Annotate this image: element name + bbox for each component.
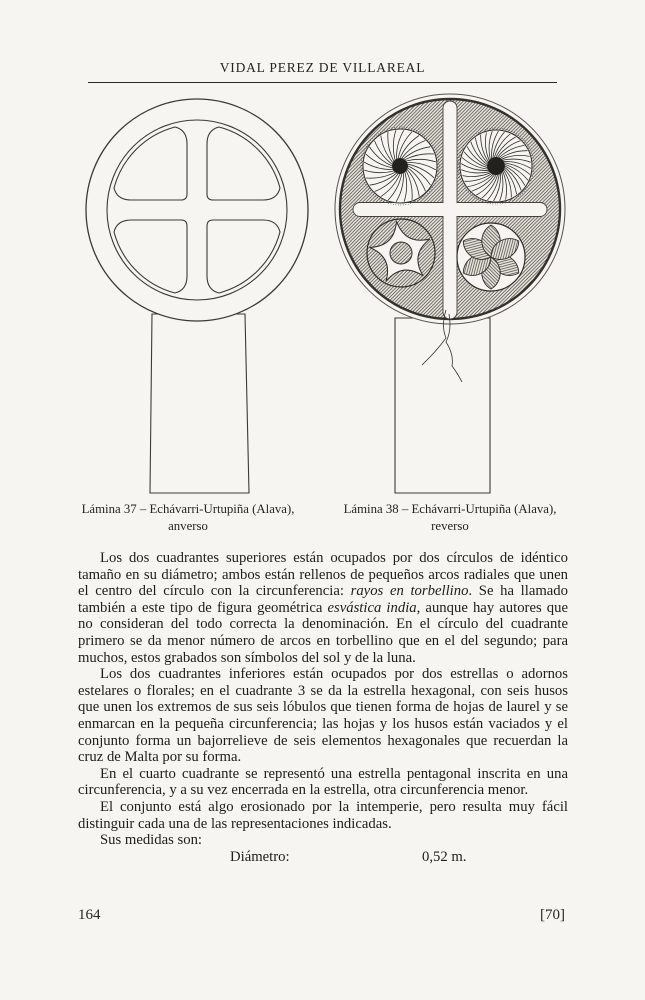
- folio-number: [70]: [540, 907, 565, 923]
- disc-outer-circle: [86, 99, 308, 321]
- page-footer: [78, 907, 565, 924]
- whirl-center: [392, 158, 408, 174]
- paragraph-1: Los dos cuadrantes superiores están ocupados por dos círculos de idéntico tamaño en su diámetro; ambos están rellenos de pequeños arcos radiales que unen el centro del círculo con la circunferencia: rayos en torbellino. Se ha llamado también a este tipo de figura geométrica esvástica india, aunque hay autores que no consideran del todo correcta la denominación. En el círculo del cuadrante primero se da menor número de arcos en torbellino que en el del segundo; para muchos, estos grabados son símbolos del sol y de la luna.: [78, 550, 569, 666]
- measure-row: [78, 849, 568, 866]
- stele-stem: [150, 314, 249, 493]
- caption-line: reverso: [431, 518, 469, 533]
- rosette-motif: [457, 223, 525, 291]
- stele-anverso-drawing: [82, 90, 322, 502]
- paragraph-5: Sus medidas son:: [100, 832, 203, 849]
- paragraph-3: En el cuarto cuadrante se representó una estrella pentagonal inscrita en una circunferencia, y a su vez encerrada en la estrella, otra circunferencia menor.: [78, 765, 568, 799]
- stele-reverso-drawing: [325, 90, 575, 502]
- measure-label: Diámetro:: [230, 848, 290, 865]
- whirl-center: [487, 157, 505, 175]
- paragraph-2: Los dos cuadrantes inferiores están ocupados por dos estrellas o adornos estelares o florales; en el cuadrante 3 se da la estrella hexagonal, con seis husos que unen los extremos de sus seis lóbulos que tienen forma de hojas de laurel y se enmarcan en la pequeña circunferencia; las hojas y los husos están vaciados y el conjunto forma un bajorrelieve de seis elementos hexagonales que recuerdan la cruz de Malta por su forma.: [78, 666, 568, 766]
- caption-lamina-38: [330, 501, 570, 534]
- page-number: 164: [78, 907, 101, 923]
- caption-line: Lámina 37 – Echávarri-Urtupiña (Alava),: [81, 502, 295, 516]
- inner-small-circle: [390, 242, 412, 264]
- caption-lamina-37: [68, 501, 308, 534]
- caption-line: anverso: [168, 518, 208, 533]
- caption-line: Lámina 38 – Echávarri-Urtupiña (Alava),: [343, 502, 557, 516]
- star-motif: [367, 219, 435, 287]
- body-text: [78, 550, 568, 865]
- stele-stem: [395, 318, 490, 493]
- paragraph-4: El conjunto está algo erosionado por la intemperie, pero resulta muy fácil distinguir cada una de las representaciones indicadas.: [78, 798, 568, 832]
- running-header: VIDAL PEREZ DE VILLAREAL: [219, 60, 426, 75]
- header-rule: [88, 82, 557, 83]
- measure-value: 0,52 m.: [422, 848, 467, 865]
